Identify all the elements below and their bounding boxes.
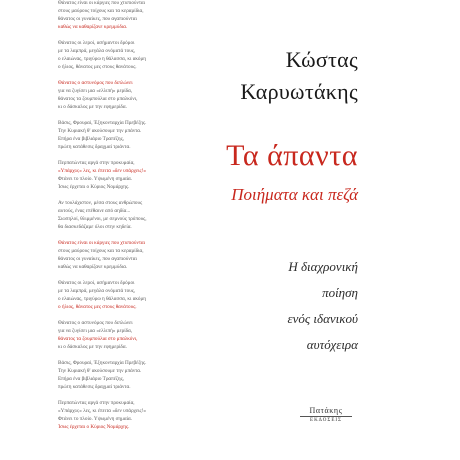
poem-line: Ίσως έρχεται ο Κύριος Νομάρχης. [58, 424, 130, 430]
poem-line: «Υπάρχω;» λες, κι έπειτα «δεν υπάρχεις!» [58, 408, 146, 414]
tagline-line: Η διαχρονική [288, 259, 358, 274]
poem-line: θάνατος οι γυναίκες, που αγαπιούνται [58, 256, 137, 262]
poem-line: Περπατώντας αργά στην προκυμαία, [58, 160, 135, 166]
poem-line: Αν τουλάχιστον, μέσα στους ανθρώπους [58, 200, 143, 206]
poem-line: πρώτη κατάθεσις δραχμαί τριάντα. [58, 384, 131, 390]
poem-line: κι ο δάσκαλος με την εφημερίδα. [58, 104, 127, 110]
poem-line: με τα λαμπρά, μεγάλα ονόματά τους, [58, 48, 136, 54]
poem-line: Θάνατος οι λεροί, ασήμαντοι δρόμοι [58, 280, 135, 286]
publisher-subtitle: ΕΚΔΟΣΕΙΣ [310, 418, 342, 423]
poem-line: με τα λαμπρά, μεγάλα ονόματά τους, [58, 288, 136, 294]
poem-line: Σιωπηλοί, θλιμμένοι, με σεμνούς τρόπους, [58, 216, 147, 222]
poem-stanza [58, 279, 208, 311]
poem-line: Περπατώντας αργά στην προκυμαία, [58, 400, 135, 406]
poem-stanza [58, 359, 208, 391]
poem-line: Θάνατος ο αστυνόμος που διπλώνει [58, 80, 133, 86]
poem-stanza [58, 399, 208, 431]
poem-line: Φτάνει το πλοίο. Υψωμένη σημαία. [58, 176, 133, 182]
poem-stanza [58, 199, 208, 231]
tagline-line: ποίηση [322, 285, 358, 300]
poem-line: ο ελαιώνας, τριγύρω η θάλασσα, κι ακόμη [58, 296, 147, 302]
publisher-name: Πατάκης [309, 406, 343, 415]
poem-line: Ίσως έρχεται ο Κύριος Νομάρχης. [58, 184, 130, 190]
author-first-name: Κώστας [285, 47, 358, 72]
publisher-logo [296, 406, 356, 424]
book-tagline [288, 254, 358, 358]
poem-line: ο ήλιος, θάνατος μες στους θανάτους. [58, 304, 137, 310]
poem-line: για να ζυγίσει μια «ελλιπή» μερίδα, [58, 328, 133, 334]
poem-stanza [58, 39, 208, 71]
poem-stanza [58, 319, 208, 351]
book-title: Τα άπαντα [226, 139, 358, 172]
poem-stanza [58, 0, 208, 31]
poem-line: Θάνατος είναι οι κάργιες που χτυπιούνται [58, 240, 146, 246]
poem-text-column [58, 0, 208, 460]
poem-line: Βάσις, Φρουραί, Έξηκονταρχία Πρεβέζης. [58, 360, 147, 366]
tagline-line: ενός ιδανικού [287, 311, 358, 326]
poem-line: θάνατος τα ζουμπούλια στο μπαλκόνι, [58, 336, 138, 342]
poem-line: Την Κυριακή θ' ακούσουμε την μπάντα. [58, 128, 142, 134]
poem-stanza [58, 119, 208, 151]
poem-line: Θάνατος ο αστυνόμος που διπλώνει [58, 320, 133, 326]
poem-line: Θάνατος οι λεροί, ασήμαντοι δρόμοι [58, 40, 135, 46]
poem-line: Την Κυριακή θ' ακούσουμε την μπάντα. [58, 368, 142, 374]
poem-line: στους μαύρους τοίχους και τα κεραμίδια, [58, 8, 144, 14]
poem-line: θάνατος οι γυναίκες, που αγαπιούνται [58, 16, 137, 22]
poem-line: «Υπάρχω;» λες, κι έπειτα «δεν υπάρχεις!» [58, 168, 146, 174]
poem-line: ο ελαιώνας, τριγύρω η θάλασσα, κι ακόμη [58, 56, 147, 62]
poem-line: κι ο δάσκαλος με την εφημερίδα. [58, 344, 127, 350]
author-last-name: Καρυωτάκης [240, 79, 358, 104]
poem-line: στους μαύρους τοίχους και τα κεραμίδια, [58, 248, 144, 254]
poem-line: Επήρα ένα βιβλιάριο Τραπέζης, [58, 136, 124, 142]
poem-line: πρώτη κατάθεσις δραχμαί τριάντα. [58, 144, 131, 150]
book-subtitle: Ποιήματα και πεζά [231, 185, 358, 204]
poem-line: θάνατος τα ζουμπούλια στο μπαλκόνι, [58, 96, 138, 102]
poem-line: Βάσις, Φρουραί, Έξηκονταρχία Πρεβέζης. [58, 120, 147, 126]
poem-line: ο ήλιος, θάνατος μες στους θανάτους. [58, 64, 137, 70]
poem-stanza [58, 79, 208, 111]
poem-line: καθώς να καθαρίζανε κρεμμύδια. [58, 264, 128, 270]
poem-line: αυτούς, ένας επέθαινε από αηδία... [58, 208, 131, 214]
author-name [240, 44, 358, 108]
poem-line: Επήρα ένα βιβλιάριο Τραπέζης, [58, 376, 124, 382]
poem-line: καθώς να καθαρίζανε κρεμμύδια. [58, 24, 128, 30]
poem-line: Φτάνει το πλοίο. Υψωμένη σημαία. [58, 416, 133, 422]
tagline-line: αυτόχειρα [306, 337, 358, 352]
poem-stanza [58, 239, 208, 271]
poem-stanza [58, 159, 208, 191]
poem-line: Θάνατος είναι οι κάργιες που χτυπιούνται [58, 0, 146, 6]
poem-line: θα διασκεδάζαμε όλοι στην κηδεία. [58, 224, 132, 230]
publisher-rule [300, 416, 352, 417]
poem-line: για να ζυγίσει μια «ελλιπή» μερίδα, [58, 88, 133, 94]
